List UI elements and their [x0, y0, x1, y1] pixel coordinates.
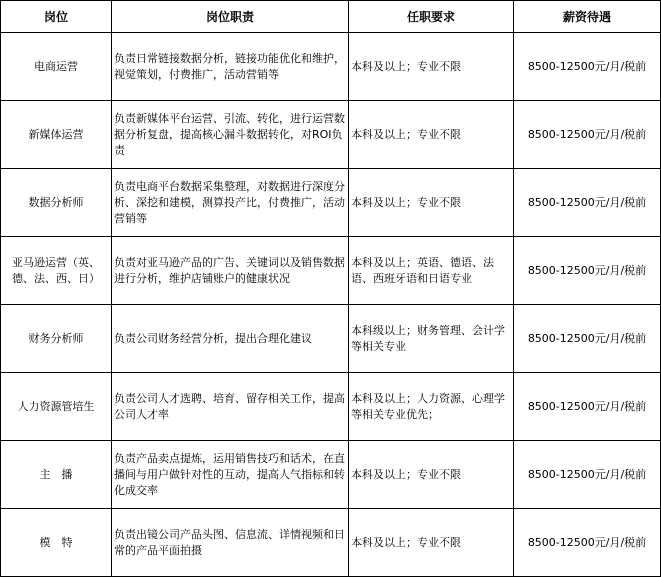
table-row [1, 509, 661, 577]
duties-cell: 负责对亚马逊产品的广告、关键词以及销售数据进行分析，维护店铺账户的健康状况 [112, 237, 349, 305]
requirements-cell: 本科级以上；财务管理、会计学等相关专业 [349, 305, 514, 373]
header-salary: 薪资待遇 [514, 1, 661, 33]
header-requirements: 任职要求 [349, 1, 514, 33]
table-row [1, 305, 661, 373]
duties-cell: 负责日常链接数据分析，链接功能优化和维护，视觉策划，付费推广，活动营销等 [112, 33, 349, 101]
salary-cell: 8500-12500元/月/税前 [514, 441, 661, 509]
requirements-cell: 本科及以上；专业不限 [349, 441, 514, 509]
salary-cell: 8500-12500元/月/税前 [514, 509, 661, 577]
header-position: 岗位 [1, 1, 112, 33]
duties-cell: 负责新媒体平台运营、引流、转化，进行运营数据分析复盘，提高核心漏斗数据转化，对ROI负责 [112, 101, 349, 169]
duties-cell: 负责电商平台数据采集整理，对数据进行深度分析、深挖和建模，测算投产比，付费推广，活动营销等 [112, 169, 349, 237]
table-row [1, 169, 661, 237]
duties-cell: 负责公司人才选聘、培育、留存相关工作，提高公司人才率 [112, 373, 349, 441]
position-cell: 人力资源管培生 [1, 373, 112, 441]
table-row [1, 101, 661, 169]
requirements-cell: 本科及以上；人力资源、心理学等相关专业优先； [349, 373, 514, 441]
salary-cell: 8500-12500元/月/税前 [514, 237, 661, 305]
position-cell: 亚马逊运营（英、德、法、西、日） [1, 237, 112, 305]
position-cell: 数据分析师 [1, 169, 112, 237]
salary-cell: 8500-12500元/月/税前 [514, 101, 661, 169]
position-cell: 新媒体运营 [1, 101, 112, 169]
requirements-cell: 本科及以上；专业不限 [349, 33, 514, 101]
table-row [1, 33, 661, 101]
position-cell: 模 特 [1, 509, 112, 577]
duties-cell: 负责出镜公司产品头图、信息流、详情视频和日常的产品平面拍摄 [112, 509, 349, 577]
requirements-cell: 本科及以上；专业不限 [349, 169, 514, 237]
position-cell: 电商运营 [1, 33, 112, 101]
header-duties: 岗位职责 [112, 1, 349, 33]
requirements-cell: 本科及以上；专业不限 [349, 509, 514, 577]
table-row [1, 441, 661, 509]
salary-cell: 8500-12500元/月/税前 [514, 169, 661, 237]
requirements-cell: 本科及以上；英语、德语、法语、西班牙语和日语专业 [349, 237, 514, 305]
header-row [1, 1, 661, 33]
table-row [1, 373, 661, 441]
table-row [1, 237, 661, 305]
position-cell: 财务分析师 [1, 305, 112, 373]
salary-cell: 8500-12500元/月/税前 [514, 33, 661, 101]
position-cell: 主 播 [1, 441, 112, 509]
requirements-cell: 本科及以上；专业不限 [349, 101, 514, 169]
salary-cell: 8500-12500元/月/税前 [514, 305, 661, 373]
duties-cell: 负责公司财务经营分析，提出合理化建议 [112, 305, 349, 373]
duties-cell: 负责产品卖点提炼，运用销售技巧和话术，在直播间与用户做针对性的互动，提高人气指标和转化成交率 [112, 441, 349, 509]
salary-cell: 8500-12500元/月/税前 [514, 373, 661, 441]
